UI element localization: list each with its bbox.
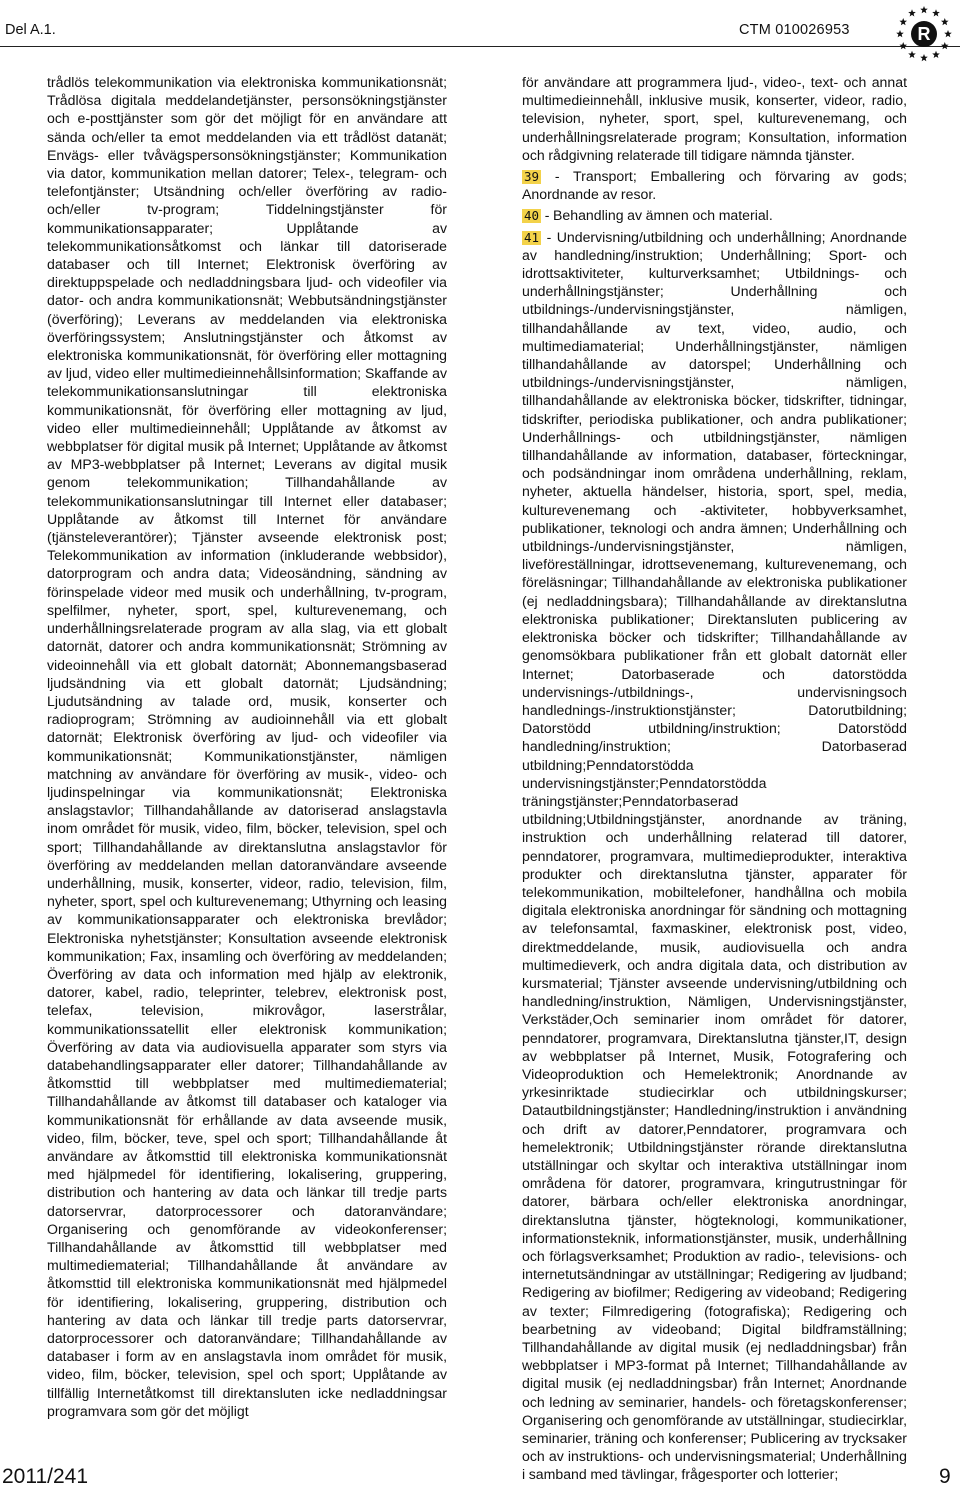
logo-star-icon (932, 51, 940, 58)
header-divider (0, 46, 960, 47)
footer-page-number: 9 (939, 1465, 951, 1488)
logo-star-icon (932, 9, 940, 16)
logo-star-icon (944, 30, 952, 37)
left-column-text: trådlös telekommunikation via elektroniska kommunikationsnät; Trådlösa digitala meddelandetjänster, personsökningstjänster och e-posttjänster som gör det möjligt för en användare att sända och/eller ta emot meddelanden via ett trådlöst datanät; Envägs- eller tvåvägspersonsökningstjänster; Kommunikation via dator, kommunikation mellan datorer; Telex-, telegram- och telefontjänster; Utsändning och/eller överföring av radio- och/eller tv-program; Tiddelningstjänster för kommunikationsapparater; Upplåtande av telekommunikationsåtkomst och länkar till datoriserade databaser och till Internet; Elektronisk överföring av direktuppspelade och nedladdningsbara ljud- och videofiler via dator- och andra kommunikationsnät; Webbutsändningstjänster (överföring); Leverans av meddelanden via elektroniska överföringssystem; Anslutningstjänster och åtkomst av elektroniska kommunikationsnät, för överföring eller mottagning av ljud, video eller multimedieinnehållsinformation; Skaffande av telekommunikationsanslutningar till elektroniska kommunikationsnät, för överföring eller mottagning av ljud, video eller multimedieinnehåll; Upplåtande av åtkomst av webbplatser för digital musik på Internet; Upplåtande av åtkomst av MP3-webbplatser på Internet; Leverans av digital musik genom telekommunikation; Tillhandahållande av telekommunikationsanslutningar till Internet eller databaser; Upplåtande av åtkomst till Internet för användare (tjänsteleverantörer); Tjänster avseende elektronisk post; Telekommunikation av information (inkluderande webbsidor), datorprogram och andra data; Videosändning, sändning av förinspelade videor med musik och underhållning, tv-program, spelfilmer, nyheter, sport, spel, kulturevenemang, och underhållningsrelaterade program av alla slag, via ett globalt datornät, datorer och andra kommunikationsnät; Strömning av videoinnehåll via ett globalt datornät; Abonnemangsbaserad ljudsändning via ett globalt datornät; Ljudsändning; Ljudutsändning av talade ord, musik, konserter och radioprogram; Strömning av audioinnehåll via ett globalt datornät; Elektronisk överföring av ljud- och videofiler via kommunikationsnät; Kommunikationstjänster, nämligen matchning av användare för överföring av musik-, video- och ljudinspelningar via kommunikationsnät; Elektroniska anslagstavlor; Tillhandahållande av datoriserad anslagstavla inom området för musik, video, film, böcker, television, spel och sport; Tillhandahållande av direktanslutna anslagstavlor för överföring av meddelanden mellan datoranvändare avseende underhållning, musik, konserter, videor, radio, television, film, nyheter, sport, spel och kulturevenemang; Uthyrning och leasing av kommunikationsapparater och elektroniska brevlådor; Elektroniska nyhetstjänster; Konsultation avseende elektronisk kommunikation; Fax, insamling och överföring av meddelanden; Överföring av data och information med hjälp av elektronik, datorer, kabel, radio, teleprinter, telebrev, elektronisk post, telefax, television, mikrovågor, laserstrålar, kommunikationssatellit eller elektronisk kommunikation; Överföring av data via audiovisuella apparater som styrs via databehandlingsapparater eller datorer; Tillhandahållande av åtkomsttid till webbplatser med multimediematerial; Tillhandahållande av åtkomst till databaser och kataloger via kommunikationsnät för erhållande av data avseende musik, video, film, böcker, teve, spel och sport; Tillhandahållande åt användare av åtkomsttid till elektroniska kommunikationsnät med hjälpmedel för identifiering, lokalisering, gruppering, distribution och hantering av data och länkar till tredje parts datorservrar, datorprocessorer och datoranvändare; Organisering och genomförande av videokonferenser; Tillhandahållande av åtkomsttid till webbplatser med multimediematerial; Tillhandahållande åt användare av åtkomsttid till elektroniska kommunikationsnät med hjälpmedel för identifiering, lokalisering, gruppering, distribution och hantering av data och länkar till tredje parts datorservrar, datorprocessorer och datoranvändare; Tillhandahållande av databaser i form av en anslagstavla inom området för musik, video, film, böcker, television, spel och sport; Upplåtande av tillfällig Internetåtkomst till direktansluten icke nedladdningsar programvara som gör det möjligt (47, 74, 447, 1419)
logo-star-icon (899, 18, 907, 25)
class-description: - Behandling av ämnen och material. (544, 207, 773, 224)
class-number-badge: 39 (524, 169, 540, 185)
logo-star-icon (896, 30, 904, 37)
logo-star-icon (899, 42, 907, 49)
right-column-intro: för användare att programmera ljud-, video-, text- och annat multimedieinnehåll, inklusive musik, konserter, videor, radio, television, nyheter, sport, spel, kulturevenemang, och underhållningsrelaterade program; Konsultation, information och rådgivning relaterade till tidigare nämnda tjänster. (522, 74, 907, 163)
header-document-number: CTM 010026953 (739, 22, 850, 38)
logo-star-icon (908, 51, 916, 58)
right-column (522, 73, 907, 1484)
class-number-badge: 41 (524, 229, 540, 245)
logo-star-icon (941, 18, 949, 25)
header-section-label: Del A.1. (5, 22, 56, 38)
class-number-badge: 40 (524, 208, 540, 224)
logo-star-icon (908, 9, 916, 16)
class-item-40 (522, 206, 907, 224)
left-column (47, 73, 447, 1420)
footer-bulletin-number: 2011/241 (2, 1465, 89, 1488)
class-item-39 (522, 167, 907, 203)
logo-star-icon (920, 6, 928, 13)
logo-star-icon (941, 42, 949, 49)
eu-stars-logo-icon (893, 3, 955, 65)
logo-star-icon (920, 54, 928, 61)
class-item-41 (522, 228, 907, 1484)
class-description: - Undervisning/utbildning och underhållning; Anordnande av handledning/instruktion; Underhållning; Sport- och idrottsaktiviteter, kulturverksamhet; Utbildnings- och underhållningstjänster; Underhållning och utbildnings-/undervisningstjänster, nämligen, tillhandahållande av text, video, audio, och multimediamaterial; Underhållningstjänster, nämligen tillhandahållande av datorspel; Underhållning och utbildnings-/undervisningstjänster, nämligen, tillhandahållande av elektroniska böcker, tidskrifter, tidningar, tidskrifter, periodiska publikationer, och andra publikationer; Underhållnings- och utbildningstjänster, nämligen tillhandahållande av information, databaser, förteckningar, och podsändningar inom områdena underhållning, reklam, nyheter, aktuella händelser, historia, sport, spel, media, kulturevenemang och -aktiviteter, hobbyverksamhet, publikationer, teknologi och andra ämnen; Underhållning och utbildnings-/undervisningstjänster, nämligen, liveföreställningar, idrottsevenemang, kulturevenemang, och föreläsningar; Tillhandahållande av elektroniska publikationer (ej nedladdningsbara); Tillhandahållande av direktanslutna elektroniska publikationer; Direktansluten publicering av elektroniska böcker och tidskrifter; Tillhandahållande av genomsökbara publikationer från ett globalt datornät eller Internet; Datorbaserade och datorstödda undervisnings-/utbildnings-, undervisningsoch handlednings-/instruktionstjänster; Datorutbildning; Datorstödd utbildning/instruktion; Datorstödd handledning/instruktion; Datorbaserad utbildning;Penndatorstödda undervisningstjänster;Penndatorstödda träningstjänster;Penndatorbaserad utbildning;Utbildningstjänster, anordnande av träning, instruktion och underhållning relaterad till datorer, penndatorer, programvara, multimedieprodukter, interaktiva produkter och direktanslutna tjänster, apparater för telekommunikation, mobiltelefoner, handhållna och mobila digitala elektroniska anordningar för sändning och mottagning av telefonsamtal, faxmaskiner, elektronisk post, video, direktmeddelande, musik, audiovisuella och andra multimedieverk, och andra digitala data, och distribution av kursmaterial; Tjänster avseende undervisning/utbildning och handledning/instruktion, Nämligen, Undervisningstjänster, Verkstäder,Och seminarier inom området för datorer, penndatorer, programvara, Direktanslutna tjänster,IT, design av webbplatser på Internet, Musik, Fotografering och Videoproduktion och Hemelektronik; Anordnande av yrkesinriktade studiecirklar och utbildningskurser; Datautbildningstjänster; Handledning/instruktion i användning och drift av datorer,Penndatorer, programvara och hemelektronik; Utbildningstjänster rörande direktanslutna utställningar och skyltar och interaktiva utställningar inom områdena för datorer, programvara, kringutrustningar för datorer, bärbara och/eller elektroniska anordningar, direktanslutna tjänster, högteknologi, kommunikationer, informationsteknik, informationstjänster, musik, underhållning och förlagsverksamhet; Produktion av radio-, televisions- och internetutsändningar av utställningar; Redigering av ljudband; Redigering av biofilmer; Redigering av videoband; Redigering av texter; Filmredigering (fotografiska); Redigering och bearbetning av videoband; Digital bildframställning; Tillhandahållande av digital musik (ej nedladdningsbar) från webbplatser i MP3-format på Internet; Tillhandahållande av digital musik (ej nedladdningsbar) från Internet; Anordnande och ledning av seminarier, handels- och företagskonferenser; Organisering och genomförande av utställningar, studiecirklar, seminarier, träning och konferenser; Publicering av trycksaker och av instruktions- och undervisningsmaterial; Underhållning i samband med tävlingar, frågesporter och lotterier; (522, 228, 907, 1483)
class-description: - Transport; Emballering och förvaring av gods; Anordnande av resor. (522, 168, 907, 203)
logo-letter: R (917, 24, 931, 44)
